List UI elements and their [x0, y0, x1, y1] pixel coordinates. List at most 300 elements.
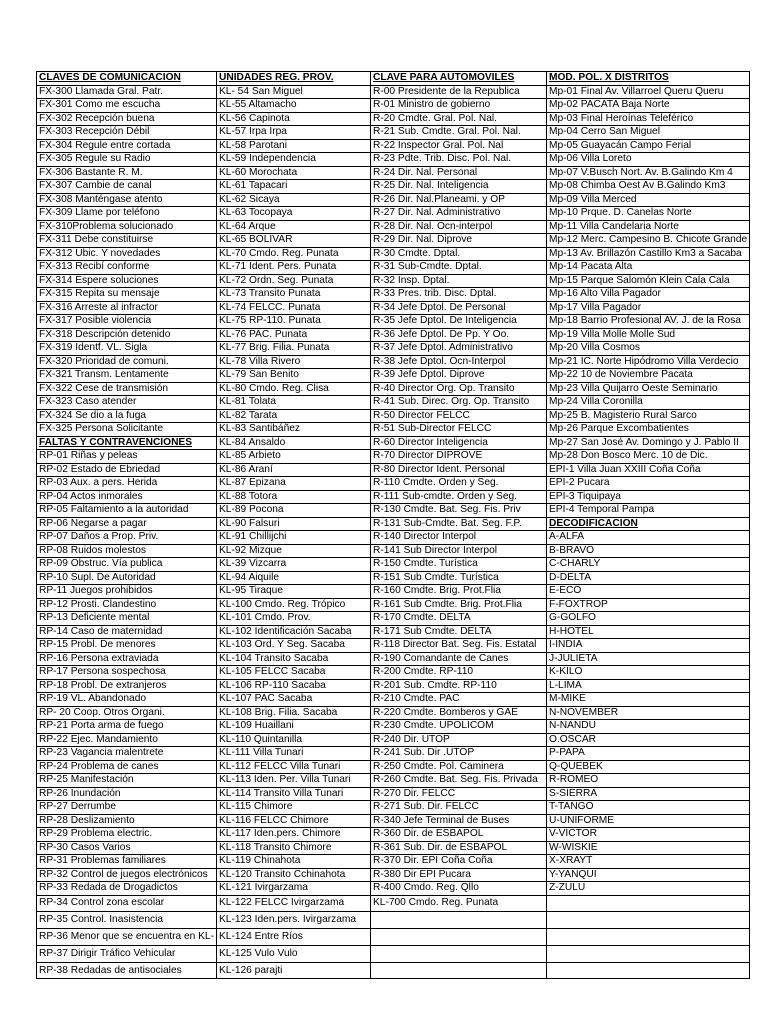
table-cell: KL-56 Capinota: [217, 112, 371, 126]
table-cell: RP-12 Prosti. Clandestino: [37, 598, 217, 612]
table-cell: K-KILO: [547, 666, 750, 680]
table-row: [37, 774, 750, 788]
table-row: [37, 85, 750, 99]
table-row: [37, 504, 750, 518]
header-cell: UNIDADES REG. PROV.: [217, 72, 371, 86]
table-row: [37, 666, 750, 680]
table-cell: RP-27 Derrumbe: [37, 801, 217, 815]
table-cell: Mp-14 Pacata Alta: [547, 261, 750, 275]
table-cell: [547, 962, 750, 979]
table-cell: KL-122 FELCC Ivirgarzama: [217, 895, 371, 912]
table-cell: R-24 Dir. Nal. Personal: [371, 166, 547, 180]
table-row: [37, 652, 750, 666]
code-table: [36, 71, 750, 979]
table-cell: FX-317 Posible violencia: [37, 315, 217, 329]
table-row: [37, 558, 750, 572]
table-cell: RP-01 Riñas y peleas: [37, 450, 217, 464]
table-cell: R-51 Sub-Director FELCC: [371, 423, 547, 437]
table-cell: EPI-3 Tiquipaya: [547, 490, 750, 504]
header-cell: CLAVES DE COMUNICACION: [37, 72, 217, 86]
table-cell: KL-103 Ord. Y Seg. Sacaba: [217, 639, 371, 653]
table-cell: Mp-05 Guayacán Campo Ferial: [547, 139, 750, 153]
table-cell: [547, 945, 750, 962]
table-row: [37, 423, 750, 437]
table-cell: FX-309 Llame por teléfono: [37, 207, 217, 221]
table-cell: G-GOLFO: [547, 612, 750, 626]
table-cell: R-270 Dir. FELCC: [371, 787, 547, 801]
table-cell: FX-306 Bastante R. M.: [37, 166, 217, 180]
table-cell: R-240 Dir. UTOP: [371, 733, 547, 747]
table-cell: R-80 Director Ident. Personal: [371, 463, 547, 477]
table-cell: R-400 Cmdo. Reg. Qllo: [371, 882, 547, 896]
table-cell: R-171 Sub Cmdte. DELTA: [371, 625, 547, 639]
table-cell: EPI-1 Villa Juan XXIII Coña Coña: [547, 463, 750, 477]
table-cell: RP-35 Control. Inasistencia: [37, 912, 217, 929]
table-cell: R-36 Jefe Dptol. De Pp. Y Oo.: [371, 328, 547, 342]
table-cell: R-28 Dir. Nal. Ocn-interpol: [371, 220, 547, 234]
table-cell: FX-303 Recepción Débil: [37, 126, 217, 140]
table-cell: R-250 Cmdte. Pol. Caminera: [371, 760, 547, 774]
table-cell: Mp-08 Chimba Oest Av B.Galindo Km3: [547, 180, 750, 194]
table-cell: Mp-11 Villa Candelaria Norte: [547, 220, 750, 234]
table-row: [37, 912, 750, 929]
table-cell: KL-78 Villa Rivero: [217, 355, 371, 369]
table-cell: RP-07 Daños a Prop. Priv.: [37, 531, 217, 545]
table-cell: KL-116 FELCC Chimore: [217, 814, 371, 828]
table-cell: KL-124 Entre Ríos: [217, 929, 371, 946]
table-cell: R-25 Dir. Nal. Inteligencia: [371, 180, 547, 194]
table-cell: KL-91 Chillijchi: [217, 531, 371, 545]
table-cell: R-70 Director DIPROVE: [371, 450, 547, 464]
table-cell: Mp-03 Final Heroínas Teleférico: [547, 112, 750, 126]
table-cell: RP-24 Problema de canes: [37, 760, 217, 774]
table-row: [37, 598, 750, 612]
table-cell: RP-38 Redadas de antisociales: [37, 962, 217, 979]
table-cell: KL-110 Quintanilla: [217, 733, 371, 747]
table-cell: FX-305 Regule su Radio: [37, 153, 217, 167]
table-cell: RP-30 Casos Varios: [37, 841, 217, 855]
header-cell: CLAVE PARA AUTOMOVILES: [371, 72, 547, 86]
table-cell: A-ALFA: [547, 531, 750, 545]
table-cell: R-35 Jefe Dptol. De Inteligencia: [371, 315, 547, 329]
table-cell: J-JULIETA: [547, 652, 750, 666]
table-cell: B-BRAVO: [547, 544, 750, 558]
table-cell: R-00 Presidente de la Republica: [371, 85, 547, 99]
table-cell: RP-26 Inundación: [37, 787, 217, 801]
table-cell: Mp-13 Av. Brillazón Castillo Km3 a Sacaba: [547, 247, 750, 261]
table-cell: EPI-4 Temporal Pampa: [547, 504, 750, 518]
table-cell: FX-324 Se dio a la fuga: [37, 409, 217, 423]
table-cell: R-170 Cmdte. DELTA: [371, 612, 547, 626]
table-cell: KL-87 Epizana: [217, 477, 371, 491]
table-cell: Mp-12 Merc. Campesino B. Chicote Grande: [547, 234, 750, 248]
table-row: [37, 220, 750, 234]
table-cell: KL-119 Chinahota: [217, 855, 371, 869]
table-cell: RP-08 Ruidos molestos: [37, 544, 217, 558]
table-row: [37, 612, 750, 626]
table-cell: KL-118 Transito Chimore: [217, 841, 371, 855]
table-row: [37, 180, 750, 194]
table-row: [37, 895, 750, 912]
table-cell: T-TANGO: [547, 801, 750, 815]
table-cell: FX-301 Como me escucha: [37, 99, 217, 113]
table-row: [37, 929, 750, 946]
table-cell: RP-14 Caso de maternidad: [37, 625, 217, 639]
table-row: [37, 328, 750, 342]
table-row: [37, 369, 750, 383]
table-cell: KL-86 Araní: [217, 463, 371, 477]
table-cell: Mp-23 Villa Quijarro Oeste Seminario: [547, 382, 750, 396]
table-cell: Mp-10 Prque. D. Canelas Norte: [547, 207, 750, 221]
table-cell: O.OSCAR: [547, 733, 750, 747]
table-cell: KL-94 Aiquile: [217, 571, 371, 585]
table-cell: RP-34 Control zona escolar: [37, 895, 217, 912]
table-row: [37, 693, 750, 707]
table-cell: FX-319 Identf. VL. Sigla: [37, 342, 217, 356]
table-cell: RP-15 Probl. De menores: [37, 639, 217, 653]
table-cell: P-PAPA: [547, 747, 750, 761]
table-cell: R-39 Jefe Dptol. Diprove: [371, 369, 547, 383]
table-row: [37, 639, 750, 653]
table-cell: R-141 Sub Director Interpol: [371, 544, 547, 558]
table-cell: FX-312 Ubic. Y novedades: [37, 247, 217, 261]
table-cell: KL-88 Totora: [217, 490, 371, 504]
table-cell: R-27 Dir. Nal. Administrativo: [371, 207, 547, 221]
table-cell: Q-QUEBEK: [547, 760, 750, 774]
table-cell: FALTAS Y CONTRAVENCIONES: [37, 436, 217, 450]
table-cell: R-01 Ministro de gobierno: [371, 99, 547, 113]
table-cell: RP-03 Aux. a pers. Herida: [37, 477, 217, 491]
table-row: [37, 301, 750, 315]
table-cell: Mp-20 Villa Cosmos: [547, 342, 750, 356]
table-cell: RP-29 Problema electric.: [37, 828, 217, 842]
table-cell: R-161 Sub Cmdte. Brig. Prot.Flia: [371, 598, 547, 612]
table-row: [37, 382, 750, 396]
table-row: [37, 153, 750, 167]
table-row: [37, 571, 750, 585]
table-cell: RP-36 Menor que se encuentra en KL-: [37, 929, 217, 946]
table-row: [37, 531, 750, 545]
table-cell: Mp-26 Parque Excombatientes: [547, 423, 750, 437]
table-cell: W-WISKIE: [547, 841, 750, 855]
table-row: [37, 828, 750, 842]
table-cell: R-50 Director FELCC: [371, 409, 547, 423]
table-cell: FX-314 Espere soluciones: [37, 274, 217, 288]
table-cell: KL-57 Irpa Irpa: [217, 126, 371, 140]
table-cell: R-220 Cmdte. Bomberos y GAE: [371, 706, 547, 720]
table-cell: RP-33 Redada de Drogadictos: [37, 882, 217, 896]
table-cell: Mp-16 Alto Villa Pagador: [547, 288, 750, 302]
table-row: [37, 882, 750, 896]
table-cell: R-380 Dir EPI Pucara: [371, 868, 547, 882]
table-cell: I-INDIA: [547, 639, 750, 653]
table-cell: KL-105 FELCC Sacaba: [217, 666, 371, 680]
table-cell: KL-71 Ident. Pers. Punata: [217, 261, 371, 275]
table-row: [37, 517, 750, 531]
table-cell: Mp-04 Cerro San Miguel: [547, 126, 750, 140]
table-cell: Mp-02 PACATA Baja Norte: [547, 99, 750, 113]
table-cell: R-151 Sub Cmdte. Turística: [371, 571, 547, 585]
table-cell: X-XRAYT: [547, 855, 750, 869]
table-cell: RP-10 Supl. De Autoridad: [37, 571, 217, 585]
table-row: [37, 342, 750, 356]
table-cell: Mp-18 Barrio Profesional AV. J. de la Rosa: [547, 315, 750, 329]
table-row: [37, 139, 750, 153]
table-cell: R-111 Sub-cmdte. Orden y Seg.: [371, 490, 547, 504]
table-cell: R-271 Sub. Dir. FELCC: [371, 801, 547, 815]
table-cell: KL-101 Cmdo. Prov.: [217, 612, 371, 626]
table-cell: KL-65 BOLIVAR: [217, 234, 371, 248]
table-cell: [371, 929, 547, 946]
table-cell: KL-82 Tarata: [217, 409, 371, 423]
table-cell: FX-315 Repita su mensaje: [37, 288, 217, 302]
table-cell: RP-28 Deslizamiento: [37, 814, 217, 828]
table-row: [37, 679, 750, 693]
table-cell: N-NOVEMBER: [547, 706, 750, 720]
table-cell: FX-302 Recepción buena: [37, 112, 217, 126]
header-row: [37, 72, 750, 86]
table-row: [37, 760, 750, 774]
table-cell: R-38 Jefe Dptol. Ocn-Interpol: [371, 355, 547, 369]
table-cell: KL-95 Tiraque: [217, 585, 371, 599]
table-cell: FX-323 Caso atender: [37, 396, 217, 410]
table-cell: KL- 54 San Miguel: [217, 85, 371, 99]
table-row: [37, 855, 750, 869]
table-cell: KL-63 Tocopaya: [217, 207, 371, 221]
table-cell: Mp-07 V.Busch Nort. Av. B.Galindo Km 4: [547, 166, 750, 180]
table-cell: KL-700 Cmdo. Reg. Punata: [371, 895, 547, 912]
table-cell: R-230 Cmdte. UPOLICOM: [371, 720, 547, 734]
table-cell: FX-310Problema solucionado: [37, 220, 217, 234]
table-cell: RP-09 Obstruc. Vía publica: [37, 558, 217, 572]
table-row: [37, 787, 750, 801]
table-cell: FX-300 Llamada Gral. Patr.: [37, 85, 217, 99]
table-cell: [547, 929, 750, 946]
table-cell: KL-55 Altamacho: [217, 99, 371, 113]
table-cell: RP-25 Manifestación: [37, 774, 217, 788]
table-cell: KL-79 San Benito: [217, 369, 371, 383]
table-cell: FX-307 Cambie de canal: [37, 180, 217, 194]
table-cell: KL-115 Chimore: [217, 801, 371, 815]
table-cell: Mp-15 Parque Salomón Klein Cala Cala: [547, 274, 750, 288]
table-cell: DECODIFICACION: [547, 517, 750, 531]
table-cell: KL-114 Transito Villa Tunari: [217, 787, 371, 801]
table-row: [37, 247, 750, 261]
table-cell: FX-320 Prioridad de comuni.: [37, 355, 217, 369]
table-row: [37, 234, 750, 248]
table-cell: Mp-27 San José Av. Domingo y J. Pablo II: [547, 436, 750, 450]
table-cell: RP-04 Actos inmorales: [37, 490, 217, 504]
table-row: [37, 490, 750, 504]
table-cell: Mp-01 Final Av. Villarroel Queru Queru: [547, 85, 750, 99]
table-cell: KL-83 Santibáñez: [217, 423, 371, 437]
table-row: [37, 733, 750, 747]
table-cell: R-60 Director Inteligencia: [371, 436, 547, 450]
table-row: [37, 544, 750, 558]
table-cell: R-190 Comandante de Canes: [371, 652, 547, 666]
table-cell: FX-311 Debe constituirse: [37, 234, 217, 248]
table-cell: FX-313 Recibí conforme: [37, 261, 217, 275]
table-row: [37, 477, 750, 491]
table-cell: RP-02 Estado de Ebriedad: [37, 463, 217, 477]
table-cell: KL-60 Morochata: [217, 166, 371, 180]
table-cell: RP-18 Probl. De extranjeros: [37, 679, 217, 693]
table-cell: [547, 912, 750, 929]
table-row: [37, 841, 750, 855]
table-cell: Mp-28 Don Bosco Merc. 10 de Dic.: [547, 450, 750, 464]
table-cell: RP-23 Vagancia malentrete: [37, 747, 217, 761]
table-cell: C-CHARLY: [547, 558, 750, 572]
table-cell: KL-58 Parotani: [217, 139, 371, 153]
table-cell: RP-31 Problemas familiares: [37, 855, 217, 869]
table-cell: RP- 20 Coop. Otros Organi.: [37, 706, 217, 720]
table-cell: KL-75 RP-110. Punata: [217, 315, 371, 329]
table-cell: FX-318 Descripción detenido: [37, 328, 217, 342]
table-cell: FX-308 Manténgase atento: [37, 193, 217, 207]
table-cell: S-SIERRA: [547, 787, 750, 801]
table-row: [37, 450, 750, 464]
table-row: [37, 868, 750, 882]
table-cell: RP-19 VL. Abandonado: [37, 693, 217, 707]
table-cell: EPI-2 Pucara: [547, 477, 750, 491]
table-cell: RP-16 Persona extraviada: [37, 652, 217, 666]
table-cell: Mp-24 Villa Coronilla: [547, 396, 750, 410]
table-cell: R-32 Insp. Dptal.: [371, 274, 547, 288]
table-cell: H-HOTEL: [547, 625, 750, 639]
table-cell: R-241 Sub. Dir .UTOP: [371, 747, 547, 761]
table-row: [37, 706, 750, 720]
table-row: [37, 945, 750, 962]
table-cell: FX-304 Regule entre cortada: [37, 139, 217, 153]
table-cell: R-140 Director Interpol: [371, 531, 547, 545]
table-row: [37, 814, 750, 828]
table-cell: E-ECO: [547, 585, 750, 599]
table-row: [37, 193, 750, 207]
table-row: [37, 409, 750, 423]
table-cell: RP-32 Control de juegos electrónicos: [37, 868, 217, 882]
table-cell: V-VICTOR: [547, 828, 750, 842]
table-row: [37, 747, 750, 761]
table-cell: RP-37 Dirigir Tráfico Vehicular: [37, 945, 217, 962]
table-cell: KL-39 Vizcarra: [217, 558, 371, 572]
table-cell: KL-92 Mizque: [217, 544, 371, 558]
table-cell: R-200 Cmdte. RP-110: [371, 666, 547, 680]
table-cell: M-MIKE: [547, 693, 750, 707]
table-row: [37, 355, 750, 369]
table-cell: KL-121 Ivirgarzama: [217, 882, 371, 896]
table-cell: [371, 912, 547, 929]
table-cell: KL-117 Iden.pers. Chimore: [217, 828, 371, 842]
header-cell: MOD. POL. X DISTRITOS: [547, 72, 750, 86]
table-cell: KL-81 Tolata: [217, 396, 371, 410]
table-cell: KL-104 Transito Sacaba: [217, 652, 371, 666]
table-cell: KL-74 FELCC. Punata: [217, 301, 371, 315]
table-cell: RP-13 Deficiente mental: [37, 612, 217, 626]
table-row: [37, 274, 750, 288]
table-cell: KL-70 Cmdo. Reg. Punata: [217, 247, 371, 261]
table-cell: R-210 Cmdte. PAC: [371, 693, 547, 707]
table-cell: R-ROMEO: [547, 774, 750, 788]
table-cell: R-110 Cmdte. Orden y Seg.: [371, 477, 547, 491]
table-cell: KL-80 Cmdo. Reg. Clisa: [217, 382, 371, 396]
table-cell: D-DELTA: [547, 571, 750, 585]
table-cell: FX-321 Transm. Lentamente: [37, 369, 217, 383]
table-row: [37, 463, 750, 477]
table-row: [37, 166, 750, 180]
table-cell: R-22 Inspector Gral. Pol. Nal: [371, 139, 547, 153]
table-cell: FX-322 Cese de transmisión: [37, 382, 217, 396]
table-cell: R-340 Jefe Terminal de Buses: [371, 814, 547, 828]
table-cell: Ñ-ÑANDU: [547, 720, 750, 734]
table-row: [37, 288, 750, 302]
table-cell: R-360 Dir. de ESBAPOL: [371, 828, 547, 842]
table-cell: KL-102 Identificación Sacaba: [217, 625, 371, 639]
table-cell: KL-109 Huaillani: [217, 720, 371, 734]
table-cell: KL-73 Transito Punata: [217, 288, 371, 302]
table-cell: KL-61 Tapacari: [217, 180, 371, 194]
table-row: [37, 720, 750, 734]
table-cell: R-33 Pres. trib. Disc. Dptal.: [371, 288, 547, 302]
table-cell: KL-120 Transito Cchinahota: [217, 868, 371, 882]
table-cell: KL-84 Ansaldo: [217, 436, 371, 450]
table-cell: Mp-17 Villa Pagador: [547, 301, 750, 315]
table-cell: R-34 Jefe Dptol. De Personal: [371, 301, 547, 315]
table-cell: [371, 945, 547, 962]
table-cell: KL-111 Villa Tunari: [217, 747, 371, 761]
table-cell: R-20 Cmdte. Gral. Pol. Nal.: [371, 112, 547, 126]
table-row: [37, 625, 750, 639]
table-cell: RP-21 Porta arma de fuego: [37, 720, 217, 734]
table-cell: R-370 Dir. EPI Coña Coña: [371, 855, 547, 869]
table-cell: R-21 Sub. Cmdte. Gral. Pol. Nal.: [371, 126, 547, 140]
table-cell: FX-316 Arreste al infractor: [37, 301, 217, 315]
table-row: [37, 396, 750, 410]
table-cell: R-23 Pdte. Trib. Disc. Pol. Nal.: [371, 153, 547, 167]
table-cell: KL-90 Falsuri: [217, 517, 371, 531]
table-cell: RP-05 Faltamiento a la autoridad: [37, 504, 217, 518]
table-row: [37, 99, 750, 113]
table-cell: RP-11 Juegos prohibidos: [37, 585, 217, 599]
table-cell: Z-ZULU: [547, 882, 750, 896]
table-cell: R-260 Cmdte. Bat. Seg. Fis. Privada: [371, 774, 547, 788]
table-cell: FX-325 Persona Solicitante: [37, 423, 217, 437]
table-row: [37, 261, 750, 275]
table-cell: F-FOXTROP: [547, 598, 750, 612]
table-cell: KL-125 Vulo Vulo: [217, 945, 371, 962]
table-cell: RP-22 Ejec. Mandamiento: [37, 733, 217, 747]
table-row: [37, 126, 750, 140]
table-cell: KL-113 Iden. Per. Villa Tunari: [217, 774, 371, 788]
table-cell: RP-06 Negarse a pagar: [37, 517, 217, 531]
table-cell: Mp-22 10 de Noviembre Pacata: [547, 369, 750, 383]
table-cell: KL-108 Brig. Filia. Sacaba: [217, 706, 371, 720]
table-cell: R-30 Cmdte. Dptal.: [371, 247, 547, 261]
table-cell: KL-76 PAC. Punata: [217, 328, 371, 342]
table-cell: R-361 Sub. Dir. de ESBAPOL: [371, 841, 547, 855]
table-row: [37, 962, 750, 979]
table-cell: R-201 Sub. Cmdte. RP-110: [371, 679, 547, 693]
table-cell: KL-77 Brig. Filia. Punata: [217, 342, 371, 356]
table-cell: R-37 Jefe Dptol. Administrativo: [371, 342, 547, 356]
table-cell: R-150 Cmdte. Turística: [371, 558, 547, 572]
table-cell: Mp-09 Villa Merced: [547, 193, 750, 207]
table-cell: KL-59 Independencia: [217, 153, 371, 167]
table-cell: R-29 Dir. Nal. Diprove: [371, 234, 547, 248]
table-cell: Mp-21 IC. Norte Hipódromo Villa Verdecio: [547, 355, 750, 369]
table-row: [37, 315, 750, 329]
table-row: [37, 801, 750, 815]
table-cell: R-40 Director Org. Op. Transito: [371, 382, 547, 396]
